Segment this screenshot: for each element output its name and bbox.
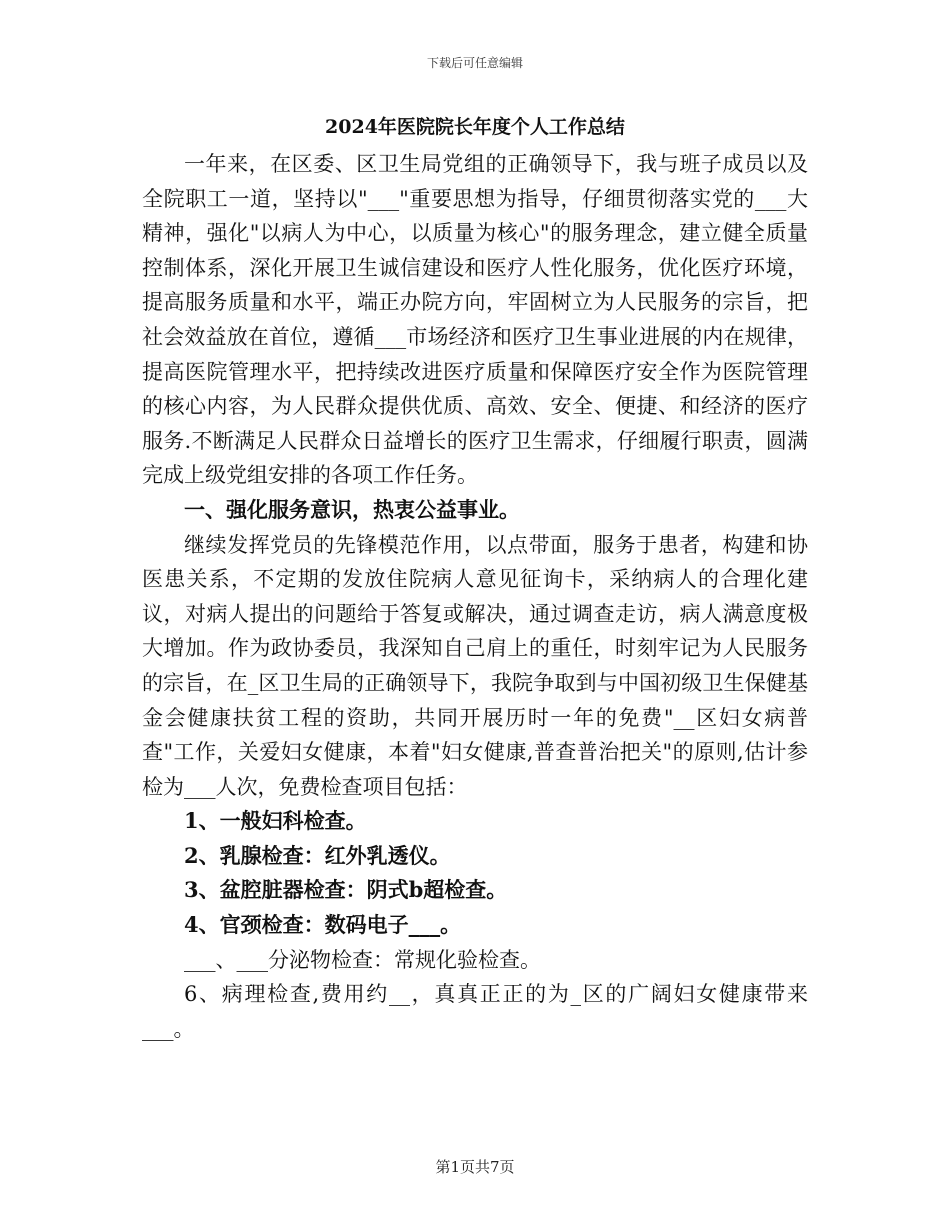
page-number: 第1页共7页 bbox=[435, 1158, 515, 1176]
list-item: 6、病理检查,费用约__，真真正正的为_区的广阔妇女健康带来___。 bbox=[142, 982, 808, 1041]
list-item: ___、___分泌物检查：常规化验检查。 bbox=[184, 947, 541, 972]
document-body bbox=[142, 147, 808, 1046]
section-heading: 一、强化服务意识，热衷公益事业。 bbox=[184, 496, 520, 522]
list-item: 1、一般妇科检查。 bbox=[184, 808, 367, 834]
header-note: 下载后可任意编辑 bbox=[426, 56, 523, 70]
body-paragraph: 继续发挥党员的先锋模范作用，以点带面，服务于患者，构建和协医患关系，不定期的发放住院病人意见征询卡，采纳病人的合理化建议，对病人提出的问题给于答复或解决，通过调查走访，病人满意度极大增加。作为政协委员，我深知自己肩上的重任，时刻牢记为人民服务的宗旨，在_区卫生局的正确领导下，我院争取到与中国初级卫生保健基金会健康扶贫工程的资助，共同开展历时一年的免费"__区妇女病普查"工作，关爱妇女健康，本着"妇女健康,普查普治把关"的原则,估计参检为___人次，免费检查项目包括： bbox=[142, 532, 808, 799]
list-item: 4、官颈检查：数码电子___。 bbox=[184, 912, 462, 938]
list-item: 3、盆腔脏器检查：阴式b超检查。 bbox=[184, 877, 508, 903]
intro-paragraph: 一年来，在区委、区卫生局党组的正确领导下，我与班子成员以及全院职工一道，坚持以"___"重要思想为指导，仔细贯彻落实党的___大精神，强化"以病人为中心，以质量为核心"的服务理念，建立健全质量控制体系，深化开展卫生诚信建设和医疗人性化服务，优化医疗环境，提高服务质量和水平，端正办院方向，牢固树立为人民服务的宗旨，把社会效益放在首位，遵循___市场经济和医疗卫生事业进展的内在规律，提高医院管理水平，把持续改进医疗质量和保障医疗安全作为医院管理的核心内容，为人民群众提供优质、高效、安全、便捷、和经济的医疗服务.不断满足人民群众日益增长的医疗卫生需求，仔细履行职责，圆满完成上级党组安排的各项工作任务。 bbox=[142, 152, 808, 488]
document-title: 2024年医院院长年度个人工作总结 bbox=[325, 116, 625, 138]
list-item: 2、乳腺检查：红外乳透仪。 bbox=[184, 842, 451, 868]
